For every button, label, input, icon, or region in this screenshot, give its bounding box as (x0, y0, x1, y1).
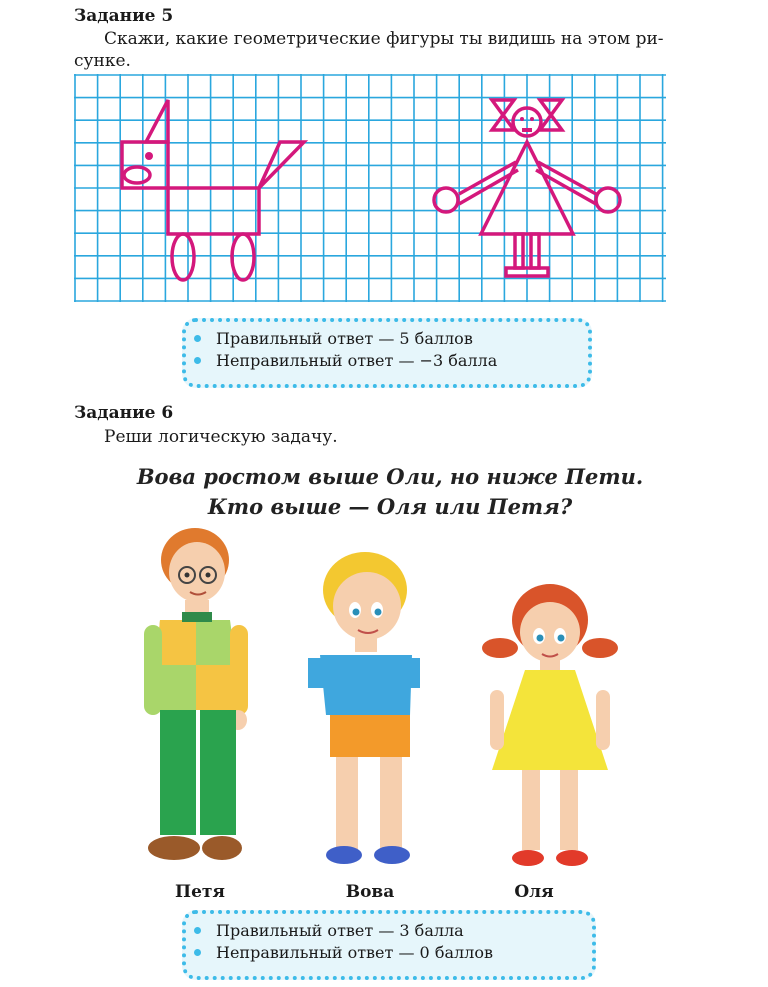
horse-back-leg-oval (232, 234, 254, 280)
kids-illustration (130, 520, 630, 880)
girl-left-leg-rect (515, 234, 523, 268)
task6-correct-score: Правильный ответ — 3 балла (216, 920, 578, 942)
task6-wrong-score: Неправильный ответ — 0 баллов (216, 942, 578, 964)
girl-mouth (522, 128, 532, 132)
task6-text: Реши логическую задачу. (104, 427, 338, 447)
girl-bow-left-lower (492, 115, 514, 130)
horse-front-leg-oval (172, 234, 194, 280)
riddle-line1: Вова ростом выше Оли, но ниже Пети. (136, 464, 644, 489)
girl-left-arm-line2 (459, 170, 518, 204)
horse-muzzle-oval (124, 167, 150, 183)
task5-text-line2: сунке. (74, 51, 131, 71)
task5-title: Задание 5 (74, 6, 174, 26)
task5-text-line1: Скажи, какие геометрические фигуры ты видишь на этом ри- (104, 29, 664, 49)
girl-eye (520, 117, 524, 121)
task5-text (104, 28, 704, 50)
task6-score-box (182, 910, 596, 980)
girl-right-leg-rect (531, 234, 539, 268)
horse-figure (122, 100, 304, 280)
girl-bow-right-lower (540, 115, 562, 130)
task6-title: Задание 6 (74, 403, 174, 423)
petya-figure (144, 528, 248, 860)
task6-riddle (120, 462, 660, 522)
name-olya: Оля (514, 882, 554, 902)
name-vova: Вова (345, 882, 395, 902)
girl-right-hand-circle (596, 188, 620, 212)
task5-wrong-score: Неправильный ответ — −3 балла (216, 350, 574, 372)
girl-right-arm-line2 (536, 170, 596, 204)
olya-figure (482, 584, 618, 866)
riddle-line2: Кто выше — Оля или Петя? (207, 494, 573, 519)
horse-eye (145, 152, 153, 160)
geometry-grid-picture (74, 74, 666, 302)
vova-figure (308, 552, 420, 864)
task5-score-box (182, 318, 592, 388)
girl-left-hand-circle (434, 188, 458, 212)
girl-eye-right (530, 117, 534, 121)
task5-correct-score: Правильный ответ — 5 баллов (216, 328, 574, 350)
name-petya: Петя (175, 882, 225, 902)
